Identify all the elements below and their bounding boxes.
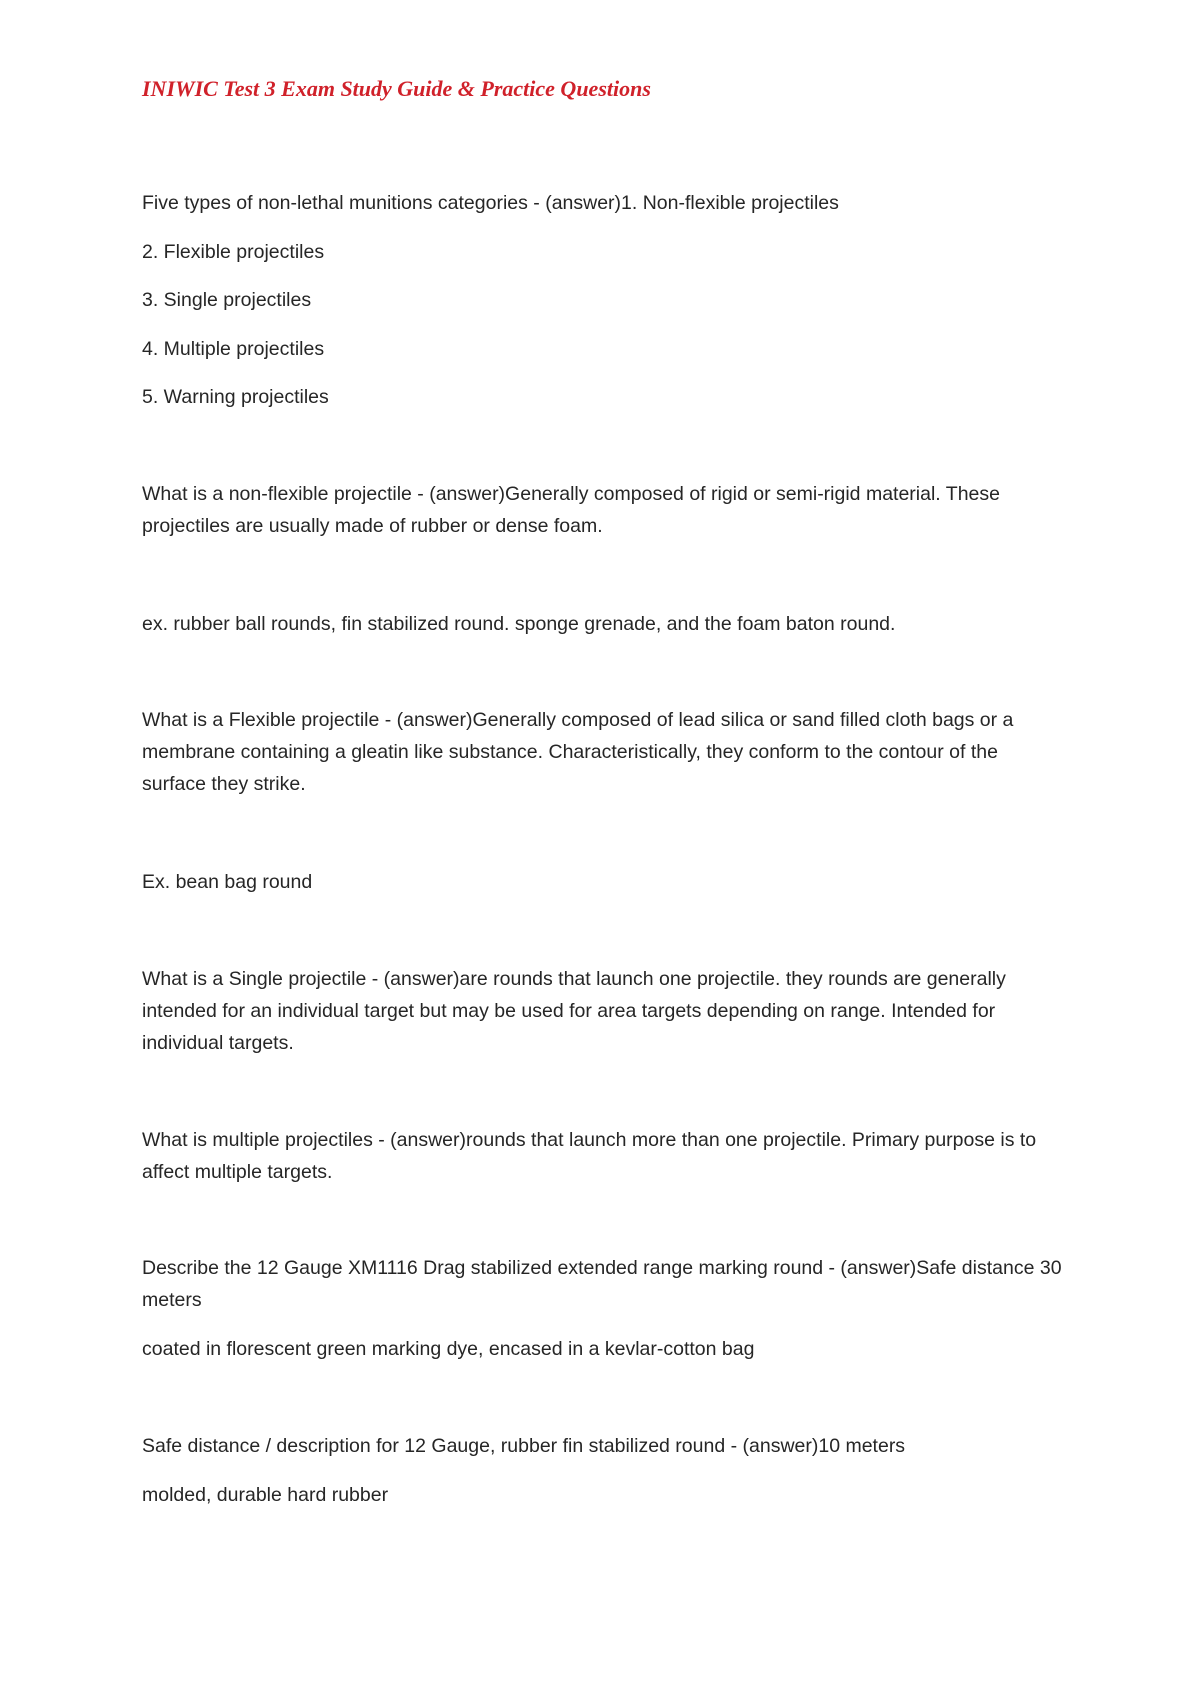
paragraph-flexible-example: Ex. bean bag round [142,871,313,893]
paragraph-non-flexible-question: What is a non-flexible projectile - (answer)Generally composed of rigid or semi-rigid material. These projectiles are usually made of rubber or dense foam. [142,483,1000,537]
paragraph-categories-question: Five types of non-lethal munitions categories - (answer)1. Non-flexible projectiles [142,192,839,214]
paragraph-fin-stabilized-question: Safe distance / description for 12 Gauge, rubber fin stabilized round - (answer)10 meters [142,1435,906,1457]
list-item-warning: 5. Warning projectiles [142,386,329,408]
list-item-single: 3. Single projectiles [142,289,312,311]
paragraph-xm1116-question: Describe the 12 Gauge XM1116 Drag stabilized extended range marking round - (answer)Safe distance 30 meters [142,1257,1062,1311]
paragraph-single-question: What is a Single projectile - (answer)are rounds that launch one projectile. they rounds are generally intended for an individual target but may be used for area targets depending on range. Intended for individual targets. [142,968,1006,1054]
paragraph-multiple-question: What is multiple projectiles - (answer)rounds that launch more than one projectile. Primary purpose is to affect multiple targets. [142,1129,1037,1183]
document-title: INIWIC Test 3 Exam Study Guide & Practice Questions [142,76,651,101]
list-item-multiple: 4. Multiple projectiles [142,338,325,360]
paragraph-flexible-question: What is a Flexible projectile - (answer)Generally composed of lead silica or sand filled cloth bags or a membrane containing a gleatin like substance. Characteristically, they conform to the contour of the surface they strike. [142,709,1014,795]
paragraph-fin-stabilized-description: molded, durable hard rubber [142,1484,389,1506]
paragraph-non-flexible-examples: ex. rubber ball rounds, fin stabilized round. sponge grenade, and the foam baton round. [142,613,896,635]
paragraph-xm1116-description: coated in florescent green marking dye, encased in a kevlar-cotton bag [142,1338,755,1360]
list-item-flexible: 2. Flexible projectiles [142,241,325,263]
